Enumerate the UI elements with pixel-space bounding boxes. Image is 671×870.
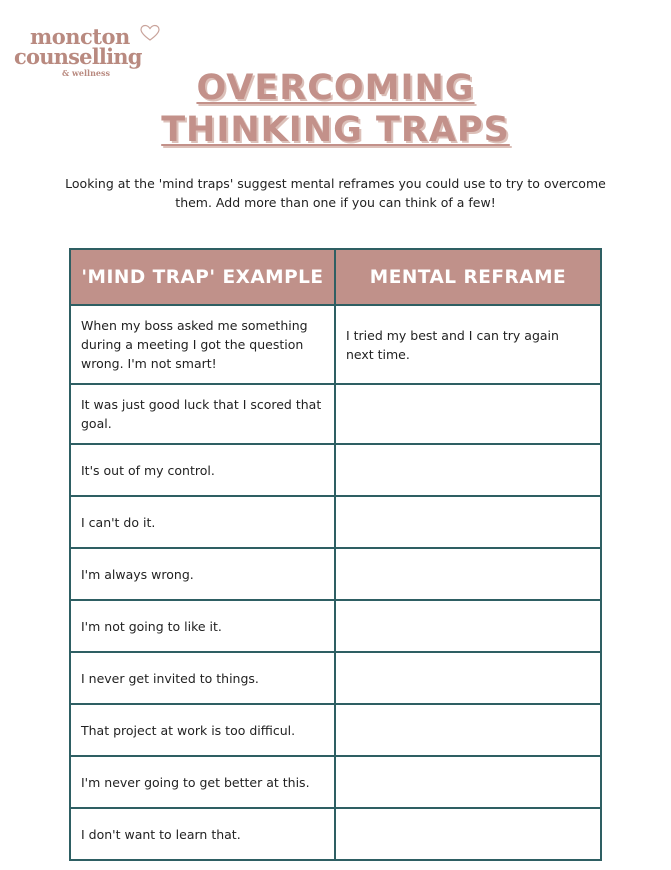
page-title-line2: THINKING TRAPS bbox=[161, 110, 510, 150]
table-row bbox=[70, 548, 601, 600]
mind-trap-cell: That project at work is too difficul. bbox=[70, 704, 335, 756]
logo-text-moncton: moncton bbox=[30, 24, 130, 49]
table-row bbox=[70, 305, 601, 384]
instructions-text: Looking at the 'mind traps' suggest mental reframes you could use to try to overcome them. Add more than one if you can think of a few! bbox=[65, 176, 606, 210]
mental-reframe-cell[interactable] bbox=[335, 756, 601, 808]
logo-text-counselling: counselling bbox=[14, 44, 142, 69]
mental-reframe-cell[interactable] bbox=[335, 496, 601, 548]
mental-reframe-cell[interactable] bbox=[335, 652, 601, 704]
table-row bbox=[70, 444, 601, 496]
heart-outline-icon bbox=[140, 24, 160, 42]
mental-reframe-cell[interactable] bbox=[335, 444, 601, 496]
mental-reframe-cell[interactable] bbox=[335, 704, 601, 756]
mental-reframe-cell[interactable] bbox=[335, 600, 601, 652]
mind-trap-cell: I can't do it. bbox=[70, 496, 335, 548]
mind-trap-cell: I don't want to learn that. bbox=[70, 808, 335, 860]
mind-trap-cell: When my boss asked me something during a meeting I got the question wrong. I'm not smart! bbox=[70, 305, 335, 384]
logo-text-wellness: & wellness bbox=[62, 68, 110, 78]
column-header-mental-reframe: MENTAL REFRAME bbox=[335, 249, 601, 305]
mental-reframe-cell[interactable] bbox=[335, 548, 601, 600]
mind-trap-cell: I'm not going to like it. bbox=[70, 600, 335, 652]
table-row bbox=[70, 808, 601, 860]
mind-trap-cell: I'm always wrong. bbox=[70, 548, 335, 600]
table-row bbox=[70, 600, 601, 652]
mind-trap-cell: It's out of my control. bbox=[70, 444, 335, 496]
column-header-mind-trap: 'MIND TRAP' EXAMPLE bbox=[70, 249, 335, 305]
table-row bbox=[70, 496, 601, 548]
mind-trap-cell: It was just good luck that I scored that goal. bbox=[70, 384, 335, 444]
mental-reframe-cell[interactable]: I tried my best and I can try again next time. bbox=[335, 305, 601, 384]
table-header-row bbox=[70, 249, 601, 305]
table-row bbox=[70, 756, 601, 808]
page-title-line1: OVERCOMING bbox=[196, 68, 475, 108]
mind-trap-cell: I'm never going to get better at this. bbox=[70, 756, 335, 808]
mind-trap-cell: I never get invited to things. bbox=[70, 652, 335, 704]
mental-reframe-cell[interactable] bbox=[335, 808, 601, 860]
mental-reframe-cell[interactable] bbox=[335, 384, 601, 444]
table-row bbox=[70, 652, 601, 704]
table-row bbox=[70, 384, 601, 444]
table-row bbox=[70, 704, 601, 756]
thinking-traps-table bbox=[69, 248, 602, 861]
